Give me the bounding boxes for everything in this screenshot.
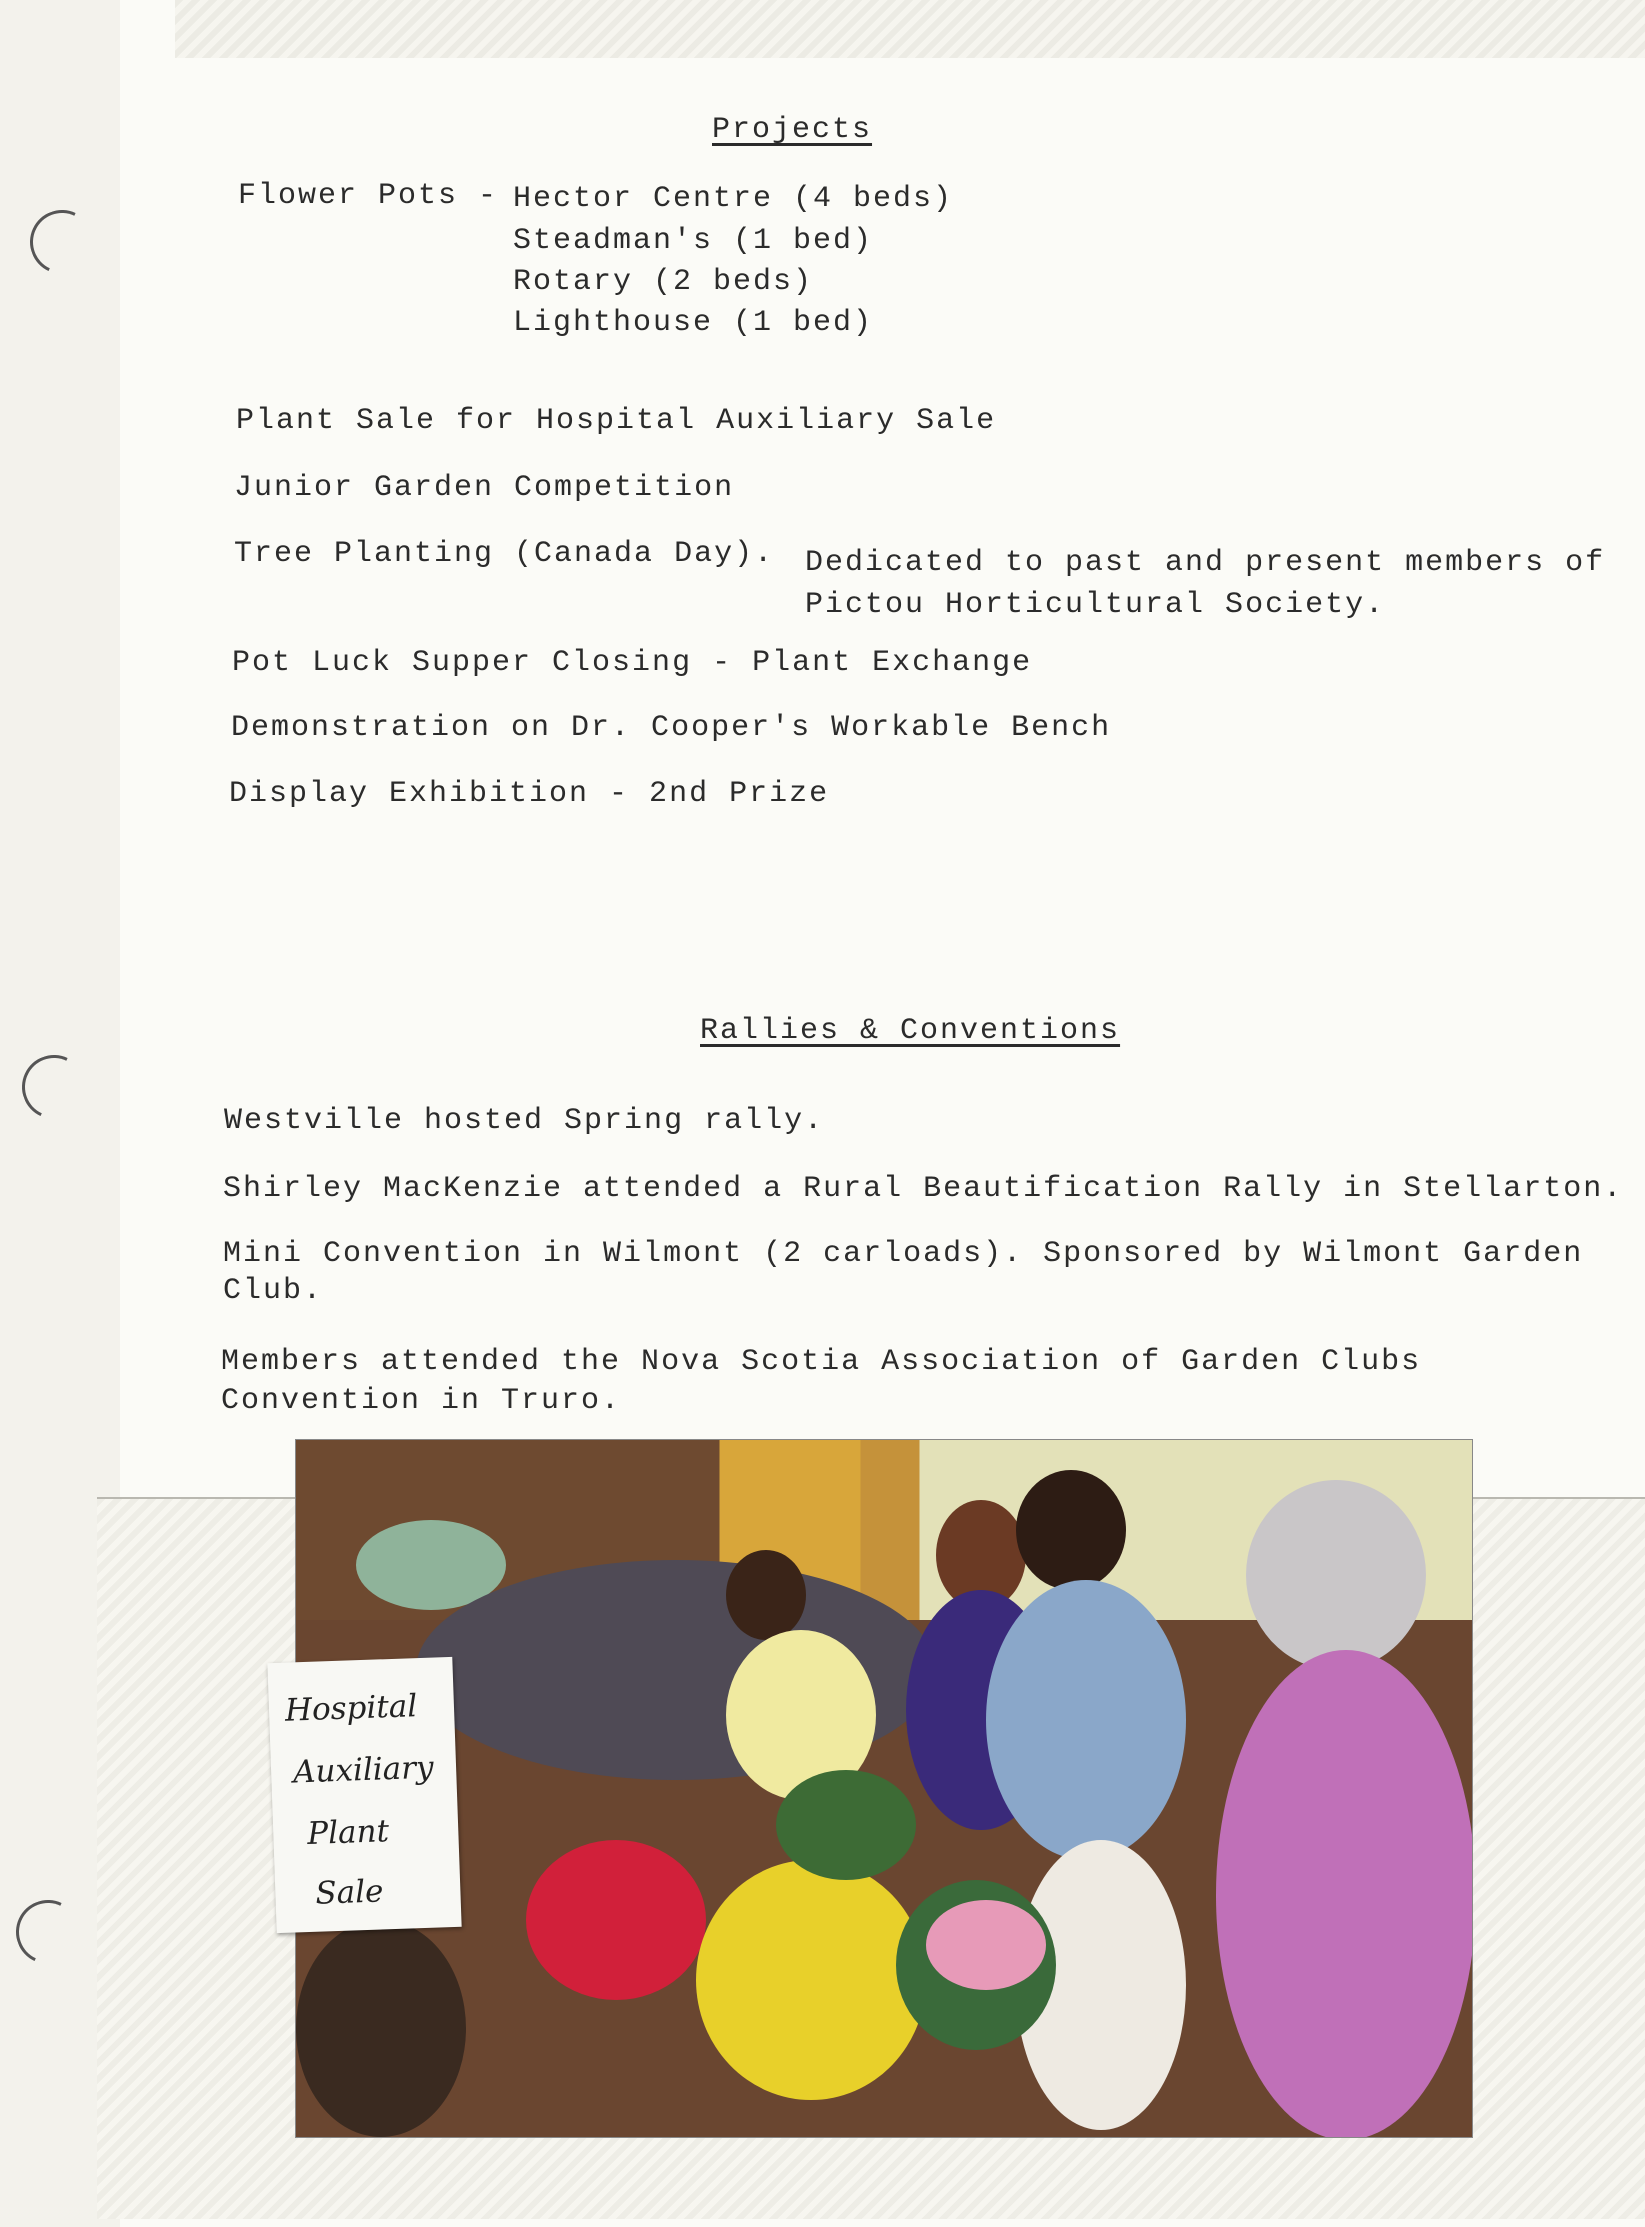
rally-item: Westville hosted Spring rally.	[224, 1104, 825, 1138]
pot-luck-item: Pot Luck Supper Closing - Plant Exchange	[232, 646, 1033, 680]
sign-text: Hospital	[284, 1688, 418, 1729]
photo-yellow-flowers	[696, 1860, 926, 2100]
flower-pot-item: Rotary (2 beds)	[513, 265, 814, 299]
flower-pots-label: Flower Pots -	[238, 179, 499, 213]
photo-red-flowers	[526, 1840, 706, 2000]
photo-green-plants	[776, 1770, 916, 1880]
rally-item: Mini Convention in Wilmont (2 carloads). Sponsored by Wilmont Garden	[223, 1237, 1584, 1271]
sign-text: Plant	[306, 1813, 390, 1853]
sign-text: Auxiliary	[292, 1749, 435, 1791]
rally-item: Shirley MacKenzie attended a Rural Beautification Rally in Stellarton.	[223, 1172, 1624, 1206]
handwritten-sign	[267, 1657, 461, 1933]
rally-item: Members attended the Nova Scotia Association of Garden Clubs	[221, 1345, 1422, 1379]
photo-person-plaid	[986, 1580, 1186, 1860]
photo-person-floral	[1216, 1650, 1472, 2137]
junior-garden-item: Junior Garden Competition	[234, 471, 735, 505]
photo-person-head	[726, 1550, 806, 1640]
display-exhibition-item: Display Exhibition - 2nd Prize	[229, 777, 830, 811]
flower-pot-item: Steadman's (1 bed)	[513, 224, 874, 258]
photo-person-head	[1016, 1470, 1126, 1590]
tree-planting-note: Pictou Horticultural Society.	[805, 588, 1386, 622]
binder-hole-top	[21, 201, 103, 283]
flower-pot-item: Hector Centre (4 beds)	[513, 182, 954, 216]
binder-hole-middle	[13, 1046, 95, 1128]
projects-heading: Projects	[712, 113, 873, 147]
rally-item: Convention in Truro.	[221, 1384, 622, 1418]
rallies-heading: Rallies & Conventions	[700, 1014, 1121, 1048]
photo-foreground-shadow	[296, 1920, 466, 2137]
tree-planting-item: Tree Planting (Canada Day).	[234, 537, 775, 571]
photo-person-grey-hair	[1246, 1480, 1426, 1670]
plant-sale-item: Plant Sale for Hospital Auxiliary Sale	[236, 404, 997, 438]
rally-item: Club.	[223, 1274, 324, 1308]
sign-text: Sale	[314, 1873, 384, 1912]
binder-hole-bottom	[7, 1891, 89, 1973]
sleeve-top-edge	[175, 0, 1645, 58]
tree-planting-note: Dedicated to past and present members of	[805, 546, 1606, 580]
plant-sale-photo	[296, 1440, 1472, 2137]
demonstration-item: Demonstration on Dr. Cooper's Workable Bench	[231, 711, 1112, 745]
flower-pot-item: Lighthouse (1 bed)	[513, 306, 874, 340]
photo-pink-flowers	[926, 1900, 1046, 1990]
